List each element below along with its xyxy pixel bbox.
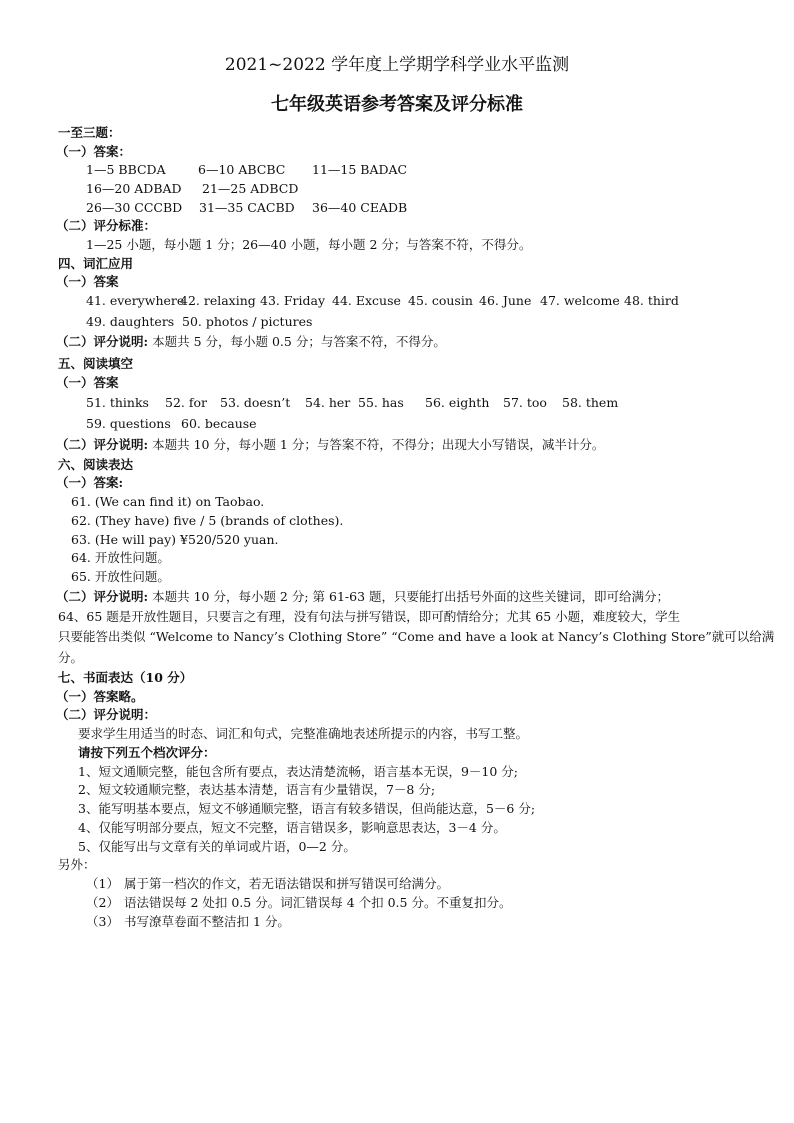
grade-level: 4、仅能写明部分要点，短文不完整，语言错误多，影响意思表达，3－4 分。	[78, 820, 506, 835]
answer-item: 46. June	[479, 293, 532, 308]
subheading-answers: （一）答案略。	[56, 689, 144, 704]
subheading-answers: （一）答案	[56, 274, 119, 289]
answer-item: 58. them	[562, 395, 619, 410]
subheading-criteria: （二）评分说明：	[56, 707, 157, 722]
section-heading: 四、词汇应用	[58, 256, 134, 271]
answer-62: 62. (They have) five / 5 (brands of clothes).	[71, 513, 344, 528]
grade-levels-heading: 请按下列五个档次评分：	[78, 745, 216, 760]
note-label: （二）评分说明:	[56, 437, 149, 452]
answer-group: 36—40 CEADB	[312, 200, 408, 215]
answer-item: 45. cousin	[408, 293, 473, 308]
answer-item: 54. her	[305, 395, 351, 410]
extra-heading: 另外：	[58, 857, 96, 872]
answer-row	[86, 180, 298, 197]
extra-item	[86, 875, 449, 892]
answer-item: 55. has	[358, 395, 404, 410]
answer-row	[86, 394, 618, 411]
answer-item: 50. photos / pictures	[182, 314, 313, 329]
extra-item-number: （3）	[86, 914, 119, 929]
note-text: 本题共 5 分，每小题 0.5 分；与答案不符，不得分。	[148, 334, 446, 349]
requirement-text: 要求学生用适当的时态、词汇和句式，完整准确地表述所提示的内容，书写工整。	[78, 726, 529, 741]
answer-group: 11—15 BADAC	[312, 162, 408, 177]
subheading-criteria: （二）评分标准：	[56, 218, 157, 233]
page-subtitle: 七年级英语参考答案及评分标准	[271, 94, 523, 115]
note-label: （二）评分说明:	[56, 334, 149, 349]
note-label: （二）评分说明:	[56, 589, 149, 604]
answer-row	[86, 199, 407, 216]
subheading-answers: （一）答案:	[56, 475, 124, 490]
answer-group: 26—30 CCCBD	[86, 200, 183, 215]
answer-item: 47. welcome	[540, 293, 620, 308]
extra-item	[86, 894, 511, 911]
grading-note-line: 64、65 题是开放性题目，只要言之有理，没有句法与拼写错误，即可酌情给分；尤其 65 小题，难度较大，学生	[58, 609, 681, 624]
extra-item-number: （1）	[86, 876, 119, 891]
answer-group: 1—5 BBCDA	[86, 162, 166, 177]
section-heading: 六、阅读表达	[58, 457, 134, 472]
answer-64: 64. 开放性问题。	[71, 550, 170, 565]
answer-item: 41. everywhere	[86, 293, 185, 308]
grading-note-line: 只要能答出类似 “Welcome to Nancy’s Clothing Store” “Come and have a look at Nancy’s Clothing Store”就可以给满	[58, 629, 775, 644]
grade-level: 3、能写明基本要点，短文不够通顺完整，语言有较多错误，但尚能达意，5－6 分;	[78, 801, 536, 816]
answer-63: 63. (He will pay) ¥520/520 yuan.	[71, 532, 279, 547]
section-heading: 一至三题：	[58, 125, 121, 140]
section-heading: 七、书面表达（10 分）	[58, 670, 193, 685]
note-text: 本题共 10 分，每小题 1 分；与答案不符，不得分；出现大小写错误，减半计分。	[148, 437, 605, 452]
answer-item: 53. doesn’t	[220, 395, 291, 410]
grading-note	[56, 333, 446, 350]
grading-note	[56, 588, 669, 605]
subheading-answers: （一）答案：	[56, 144, 132, 159]
extra-item-text: 书写潦草卷面不整洁扣 1 分。	[124, 914, 290, 929]
grading-text: 1—25 小题，每小题 1 分；26—40 小题，每小题 2 分；与答案不符，不得分。	[86, 237, 532, 252]
answer-item: 57. too	[503, 395, 547, 410]
answer-row	[86, 161, 407, 178]
extra-item	[86, 913, 290, 930]
grade-level: 1、短文通顺完整，能包含所有要点，表达清楚流畅，语言基本无误，9－10 分;	[78, 764, 518, 779]
answer-item: 44. Excuse	[332, 293, 401, 308]
answer-row	[86, 292, 679, 309]
answer-61: 61. (We can find it) on Taobao.	[71, 494, 265, 509]
answer-item: 59. questions	[86, 416, 171, 431]
answer-item: 43. Friday	[260, 293, 326, 308]
answer-item: 51. thinks	[86, 395, 149, 410]
grade-level: 2、短文较通顺完整，表达基本清楚，语言有少量错误，7－8 分;	[78, 782, 436, 797]
answer-group: 6—10 ABCBC	[198, 162, 286, 177]
answer-item: 56. eighth	[425, 395, 490, 410]
answer-row	[86, 415, 257, 432]
answer-group: 16—20 ADBAD	[86, 181, 182, 196]
answer-65: 65. 开放性问题。	[71, 569, 170, 584]
subheading-answers: （一）答案	[56, 375, 119, 390]
answer-group: 21—25 ADBCD	[202, 181, 299, 196]
page-title: 2021~2022 学年度上学期学科学业水平监测	[224, 55, 570, 75]
grading-note-line: 分。	[58, 650, 84, 665]
note-text: 本题共 10 分，每小题 2 分; 第 61-63 题，只要能打出括号外面的这些关键词，即可给满分；	[148, 589, 670, 604]
extra-item-text: 属于第一档次的作文，若无语法错误和拼写错误可给满分。	[124, 876, 450, 891]
section-heading: 五、阅读填空	[58, 356, 134, 371]
answer-group: 31—35 CACBD	[199, 200, 295, 215]
answer-row	[86, 313, 312, 330]
answer-item: 52. for	[165, 395, 207, 410]
answer-item: 48. third	[624, 293, 679, 308]
answer-item: 60. because	[181, 416, 257, 431]
extra-item-text: 语法错误每 2 处扣 0.5 分。词汇错误每 4 个扣 0.5 分。不重复扣分。	[124, 895, 512, 910]
answer-item: 49. daughters	[86, 314, 175, 329]
answer-item: 42. relaxing	[180, 293, 256, 308]
extra-item-number: （2）	[86, 895, 119, 910]
grade-level: 5、仅能写出与文章有关的单词或片语，0—2 分。	[78, 839, 356, 854]
grading-note	[56, 436, 604, 453]
